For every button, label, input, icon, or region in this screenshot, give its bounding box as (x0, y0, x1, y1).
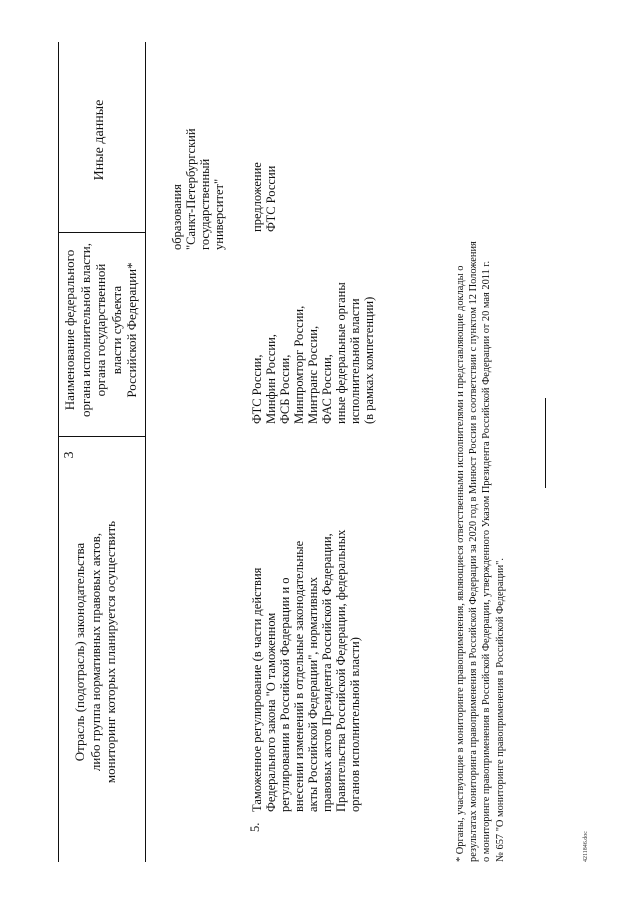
footnote: * Органы, участвующие в мониторинге правоприменения, являющиеся ответственными исполнителями и представляющие доклады о результатах мониторинга правоприменения в Российской Федерации за 2020 год в Минюст России в соответствии с пунктом 12 Положения о мониторинге правоприменения в Российской Федерации, утвержденного Указом Президента Российской Федерации от 20 мая 2011 г. № 657 "О мониторинге правоприменения в Российской Федерации". (455, 241, 506, 862)
header-branch: Отрасль (подотрасль) законодательства либо группа нормативных правовых актов, мониторинг которых планируется осуществить (72, 520, 118, 784)
page-number: 3 (62, 451, 77, 459)
prev-row-other: образования "Санкт-Петербургский государственный университет" (170, 128, 226, 250)
row-5-agency: ФТС России, Минфин России, ФСБ России, Минпромторг России, Минтранс России, ФАС России, иные федеральные органы исполнительной власти (в рамках компетенции) (250, 282, 376, 424)
row-5-other: предложение ФТС России (250, 162, 278, 232)
header-other: Иные данные (92, 99, 107, 181)
table-rule-header-bottom (145, 42, 146, 862)
table-rule-top (58, 42, 59, 862)
row-5-branch: Таможенное регулирование (в части действия Федерального закона "О таможенном регулировании в Российской Федерации и о внесении изменений в отдельные законодательные акты Российской Федерации", нормативных правовых актов Президента Российской Федерации, Правительства Российской Федерации, федеральных органов исполнительной власти) (250, 529, 362, 812)
row-5-number: 5. (248, 822, 262, 832)
file-name: 4211846.doc (583, 831, 589, 862)
table-rule-col-1 (58, 436, 145, 437)
header-agency: Наименование федерального органа исполнительной власти, органа государственной власти субъекта Российской Федерации* (62, 243, 139, 417)
footnote-separator (545, 398, 546, 488)
